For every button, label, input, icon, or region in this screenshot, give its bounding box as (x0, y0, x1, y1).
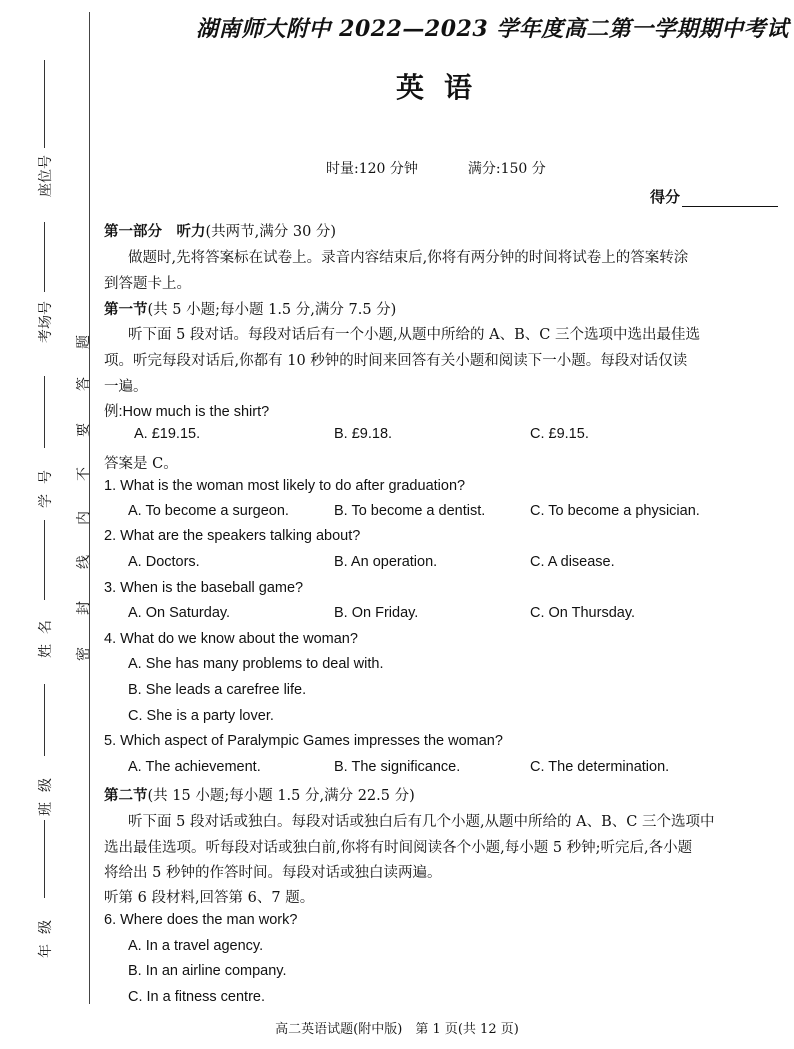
section1-title: 第一节 (104, 301, 148, 318)
question-2: 2. What are the speakers talking about? (104, 528, 361, 544)
example-option: B. £9.18. (334, 426, 393, 442)
part1-title: 第一部分 听力 (104, 223, 206, 240)
section2-instruction-line: 选出最佳选项。听每段对话或独白前,你将有时间阅读各个小题,每小题 5 秒钟;听完后,各小题 (104, 840, 693, 856)
section1-heading (104, 298, 782, 319)
section2-note: (共 15 小题;每小题 1.5 分,满分 22.5 分) (147, 788, 415, 804)
seal-warning-char: 封 (76, 601, 92, 615)
name-blank[interactable] (44, 520, 45, 600)
option-a[interactable]: A. To become a surgeon. (128, 503, 289, 519)
option-c[interactable]: C. The determination. (530, 759, 670, 775)
class-label: 班级 (38, 768, 54, 816)
example-answer: 答案是 C。 (104, 456, 178, 472)
seat-number-blank[interactable] (44, 60, 45, 148)
name-field[interactable] (34, 520, 58, 670)
seal-warning-char: 内 (76, 511, 92, 525)
option-c[interactable]: C. On Thursday. (530, 605, 636, 621)
student-id-blank[interactable] (44, 376, 45, 448)
seal-warning-char: 线 (76, 555, 92, 569)
option-a[interactable]: A. She has many problems to deal with. (128, 656, 384, 672)
option-a[interactable]: A. Doctors. (128, 554, 200, 570)
seat-number-label: 座位号 (38, 155, 54, 197)
name-label: 姓名 (38, 610, 54, 658)
option-c[interactable]: C. She is a party lover. (128, 708, 274, 724)
section2-title: 第二节 (104, 787, 148, 804)
example-option: C. £9.15. (530, 426, 589, 442)
grade-label: 年级 (38, 910, 54, 958)
section1-instruction-line: 项。听完每段对话后,你都有 10 秒钟的时间来回答有关小题和阅读下一小题。每段对话仅读 (104, 353, 688, 369)
score-box (650, 186, 778, 207)
option-c[interactable]: C. In a fitness centre. (128, 989, 266, 1005)
option-a[interactable]: A. In a travel agency. (128, 938, 264, 954)
class-field[interactable] (34, 684, 58, 816)
exam-time-info (326, 158, 546, 178)
section2-instruction-line: 听下面 5 段对话或独白。每段对话或独白后有几个小题,从题中所给的 A、B、C 三个选项中 (128, 814, 715, 830)
option-b[interactable]: B. She leads a carefree life. (128, 682, 307, 698)
section2-heading (104, 784, 782, 805)
subject-title: 英语 (395, 71, 492, 104)
section1-instruction-line: 听下面 5 段对话。每段对话后有一个小题,从题中所给的 A、B、C 三个选项中选出最佳选 (128, 327, 700, 343)
option-b[interactable]: B. In an airline company. (128, 963, 287, 979)
score-blank[interactable] (682, 192, 778, 207)
option-a[interactable]: A. On Saturday. (128, 605, 231, 621)
part1-note: (共两节,满分 30 分) (205, 224, 337, 240)
option-c[interactable]: C. To become a physician. (530, 503, 700, 519)
student-id-field[interactable] (34, 376, 58, 506)
part1-instruction-line: 到答题卡上。 (104, 276, 191, 292)
section2-instruction-line: 将给出 5 秒钟的作答时间。每段对话或独白读两遍。 (104, 865, 442, 881)
option-a[interactable]: A. The achievement. (128, 759, 261, 775)
seal-warning-char: 不 (76, 467, 92, 481)
option-c[interactable]: C. A disease. (530, 554, 615, 570)
exam-room-label: 考场号 (38, 301, 54, 343)
student-id-label: 学号 (38, 460, 54, 508)
page-footer: 高二英语试题(附中版) 第 1 页(共 12 页) (275, 1022, 519, 1037)
binding-margin (0, 0, 100, 1049)
option-b[interactable]: B. The significance. (334, 759, 461, 775)
option-b[interactable]: B. An operation. (334, 554, 438, 570)
full-score: 满分:150 分 (467, 161, 546, 177)
example-question: 例:How much is the shirt? (104, 404, 270, 420)
section1-instruction-line: 一遍。 (104, 379, 148, 395)
exam-room-blank[interactable] (44, 222, 45, 292)
option-b[interactable]: B. On Friday. (334, 605, 419, 621)
seal-warning-char: 要 (76, 423, 92, 437)
part1-heading (104, 220, 782, 241)
material-note: 听第 6 段材料,回答第 6、7 题。 (104, 890, 315, 906)
question-1: 1. What is the woman most likely to do after graduation? (104, 478, 466, 494)
seal-line (89, 12, 90, 1004)
exam-title: 湖南师大附中 2022—2023 学年度高二第一学期期中考试 (196, 16, 789, 42)
score-label: 得分 (650, 188, 681, 206)
part1-instruction-line: 做题时,先将答案标在试卷上。录音内容结束后,你将有两分钟的时间将试卷上的答案转涂 (128, 250, 689, 266)
question-4: 4. What do we know about the woman? (104, 631, 358, 647)
seal-warning-char: 答 (76, 377, 92, 391)
example-option: A. £19.15. (134, 426, 201, 442)
grade-field[interactable] (34, 820, 58, 960)
seat-number-field[interactable] (34, 60, 58, 210)
time-limit: 时量:120 分钟 (326, 161, 418, 177)
seal-warning-char: 密 (76, 647, 92, 661)
section1-note: (共 5 小题;每小题 1.5 分,满分 7.5 分) (147, 302, 397, 318)
exam-room-field[interactable] (34, 222, 58, 362)
option-b[interactable]: B. To become a dentist. (334, 503, 486, 519)
question-5: 5. Which aspect of Paralympic Games impresses the woman? (104, 733, 503, 749)
class-blank[interactable] (44, 684, 45, 756)
seal-warning-char: 题 (76, 335, 92, 349)
question-6: 6. Where does the man work? (104, 912, 298, 928)
grade-blank[interactable] (44, 820, 45, 898)
question-3: 3. When is the baseball game? (104, 580, 304, 596)
